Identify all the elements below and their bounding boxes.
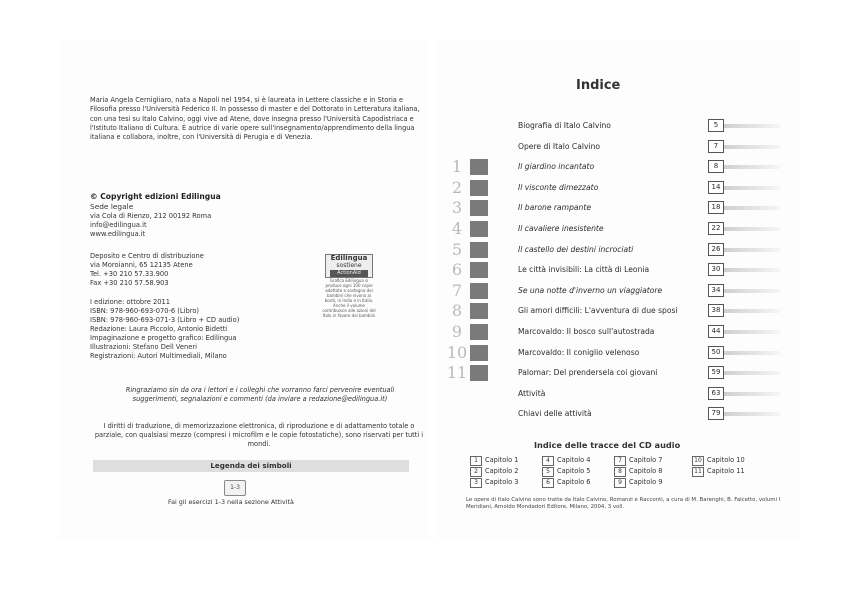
toc-page-number: 34 — [708, 284, 724, 297]
copyright-line: www.edilingua.it — [90, 230, 146, 238]
toc-leader — [724, 309, 780, 313]
cd-track — [614, 456, 662, 466]
toc-entry[interactable] — [436, 219, 800, 239]
toc-label: Attività — [518, 388, 546, 398]
edition-line: Redazione: Laura Piccolo, Antonio Bidetti — [90, 325, 228, 333]
track-label: Capitolo 9 — [629, 478, 663, 486]
track-number: 5 — [542, 467, 554, 477]
toc-entry[interactable] — [436, 137, 800, 157]
track-number: 8 — [614, 467, 626, 477]
legend-title: Legenda dei simboli — [93, 460, 409, 472]
copyright-line: Sede legale — [90, 202, 134, 211]
track-number: 6 — [542, 478, 554, 488]
cd-track — [692, 456, 745, 466]
right-page — [436, 40, 800, 540]
toc-leader — [724, 392, 780, 396]
track-label: Capitolo 10 — [707, 456, 745, 464]
chapter-thumbnail — [470, 365, 488, 381]
chapter-thumbnail — [470, 200, 488, 216]
toc-leader — [724, 289, 780, 293]
toc-label: Le città invisibili: La città di Leonia — [518, 265, 650, 275]
chapter-number: 5 — [451, 239, 463, 259]
toc-label: Il visconte dimezzato — [518, 182, 599, 192]
track-label: Capitolo 3 — [485, 478, 519, 486]
toc-page-number: 26 — [708, 243, 724, 256]
track-number: 3 — [470, 478, 482, 488]
logo-tag: sostiene — [336, 262, 362, 269]
copyright-line: via Cola di Rienzo, 212 00192 Roma — [90, 212, 212, 220]
toc-label: Biografia di Italo Calvino — [518, 121, 611, 130]
legend-text: Fai gli esercizi 1-3 nella sezione Attività — [168, 498, 294, 506]
cd-track — [470, 467, 518, 477]
toc-page-number: 30 — [708, 263, 724, 276]
chapter-thumbnail — [470, 262, 488, 278]
cd-track — [614, 467, 662, 477]
chapter-thumbnail — [470, 221, 488, 237]
track-label: Capitolo 4 — [557, 456, 591, 464]
edition-line: Impaginazione e progetto grafico: Edilingua — [90, 334, 237, 342]
copyright-line: info@edilingua.it — [90, 221, 147, 229]
toc-entry[interactable] — [436, 260, 800, 280]
chapter-thumbnail — [470, 303, 488, 319]
logo-note: Grafica Edilingua si produce ogni 100 copie adottate a sostegno dei bambini che vivono ai bordi, in India e in Italia. Anche il volume contribuisce alle azioni del Italo in favore dei bambini — [322, 278, 376, 318]
cd-source-note: Le opere di Italo Calvino sono tratte da Italo Calvino, Romanzi e Racconti, a cura di M. Barenghi, B. Falcetto, volumi I Meridiani, Arnoldo Mondadori Editore, Milano, 2004, 3 voll. — [466, 497, 781, 511]
toc-page-number: 7 — [708, 140, 724, 153]
toc-entry[interactable] — [436, 322, 800, 342]
toc-entry[interactable] — [436, 363, 800, 383]
toc-label: Chiavi delle attività — [518, 409, 592, 419]
toc-label: Se una notte d'inverno un viaggiatore — [518, 285, 663, 295]
toc-page-number: 14 — [708, 181, 724, 194]
rights-note: I diritti di traduzione, di memorizzazione elettronica, di riproduzione e di adattamento totale o parziale, con qualsiasi mezzo (compresi i microfilm e le copie fotostatiche), sono riservati per tutti i mondi. — [94, 422, 424, 448]
chapter-number: 11 — [446, 363, 468, 383]
thanks-note: Ringraziamo sin da ora i lettori e i colleghi che vorranno farci pervenire eventuali suggerimenti, segnalazioni e commenti (da inviare a redazione@edilingua.it) — [125, 386, 395, 403]
toc-leader — [724, 145, 780, 149]
toc-leader — [724, 206, 780, 210]
toc-leader — [724, 186, 780, 190]
track-label: Capitolo 1 — [485, 456, 519, 464]
toc-leader — [724, 351, 780, 355]
distribution-line: Fax +30 210 57.58.903 — [90, 279, 169, 287]
toc-entry[interactable] — [436, 343, 800, 363]
chapter-thumbnail — [470, 324, 488, 340]
toc-entry[interactable] — [436, 157, 800, 177]
track-label: Capitolo 8 — [629, 467, 663, 475]
cd-index-title: Indice delle tracce del CD audio — [534, 440, 681, 450]
toc-entry[interactable] — [436, 198, 800, 218]
track-number: 7 — [614, 456, 626, 466]
edition-line: ISBN: 978-960-693-070-6 (Libro) — [90, 307, 200, 315]
toc-page-number: 18 — [708, 201, 724, 214]
toc-page-number: 5 — [708, 119, 724, 132]
chapter-number: 4 — [451, 219, 463, 238]
toc-page-number: 59 — [708, 366, 724, 379]
cd-track — [614, 478, 662, 488]
track-number: 4 — [542, 456, 554, 466]
chapter-thumbnail — [470, 242, 488, 258]
toc-leader — [724, 371, 780, 375]
distribution-line: via Moroianni, 65 12135 Atene — [90, 261, 193, 269]
track-number: 2 — [470, 467, 482, 477]
chapter-number: 8 — [451, 301, 463, 321]
chapter-number: 7 — [451, 280, 463, 300]
toc-entry[interactable] — [436, 384, 800, 404]
toc-leader — [724, 227, 780, 231]
toc-page-number: 44 — [708, 325, 724, 338]
toc-label: Marcovaldo: Il coniglio velenoso — [518, 347, 640, 357]
toc-entry[interactable] — [436, 301, 800, 321]
chapter-thumbnail — [470, 159, 488, 175]
edition-line: ISBN: 978-960-693-071-3 (Libro + CD audio) — [90, 316, 240, 324]
toc-leader — [724, 124, 780, 128]
logo-sub: ActionAid — [330, 270, 368, 277]
chapter-number: 10 — [446, 342, 468, 362]
toc-label: Il cavaliere inesistente — [518, 224, 604, 233]
toc-leader — [724, 268, 780, 272]
toc-page-number: 8 — [708, 160, 724, 173]
chapter-number: 6 — [451, 260, 463, 280]
toc-entry[interactable] — [436, 281, 800, 301]
edition-line: I edizione: ottobre 2011 — [90, 298, 171, 306]
toc-leader — [724, 165, 780, 169]
edition-block — [90, 298, 239, 361]
toc-page-number: 38 — [708, 304, 724, 317]
chapter-thumbnail — [470, 283, 488, 299]
toc-label: Gli amori difficili: L'avventura di due sposi — [518, 306, 678, 316]
distribution-line: Tel. +30 210 57.33.900 — [90, 270, 169, 278]
toc-entry[interactable] — [436, 116, 800, 136]
toc-leader — [724, 412, 780, 416]
toc-label: Il barone rampante — [518, 203, 592, 213]
copyright-block — [90, 202, 211, 239]
toc-entry[interactable] — [436, 178, 800, 198]
edition-line: Registrazioni: Autori Multimediali, Milano — [90, 352, 227, 360]
toc-label: Palomar: Del prendersela coi giovani — [518, 368, 658, 378]
track-number: 9 — [614, 478, 626, 488]
chapter-number: 3 — [451, 198, 463, 218]
track-label: Capitolo 2 — [485, 467, 519, 475]
distribution-line: Deposito e Centro di distribuzione — [90, 252, 204, 260]
cd-track — [470, 478, 518, 488]
chapter-number: 1 — [451, 157, 463, 177]
toc-page-number: 63 — [708, 387, 724, 400]
copyright-title: © Copyright edizioni Edilingua — [90, 192, 221, 201]
chapter-thumbnail — [470, 180, 488, 196]
toc-entry[interactable] — [436, 240, 800, 260]
track-number: 11 — [692, 467, 704, 477]
table-of-contents — [436, 116, 800, 436]
cd-track — [542, 467, 590, 477]
toc-page-number: 79 — [708, 407, 724, 420]
page-title: Indice — [576, 78, 621, 93]
distribution-block — [90, 252, 204, 288]
track-label: Capitolo 5 — [557, 467, 591, 475]
track-number: 1 — [470, 456, 482, 466]
toc-label: Il giardino incantato — [518, 162, 595, 172]
toc-leader — [724, 330, 780, 334]
edition-line: Illustrazioni: Stefano Dell Veneri — [90, 343, 197, 351]
toc-page-number: 22 — [708, 222, 724, 235]
track-label: Capitolo 7 — [629, 456, 663, 464]
cd-track — [542, 456, 590, 466]
track-label: Capitolo 6 — [557, 478, 591, 486]
toc-entry[interactable] — [436, 404, 800, 424]
cd-track — [542, 478, 590, 488]
cd-track-list — [470, 456, 790, 490]
toc-label: Il castello dei destini incrociati — [518, 244, 634, 254]
track-label: Capitolo 11 — [707, 467, 745, 475]
track-number: 10 — [692, 456, 704, 466]
logo-brand: Edilingua — [330, 254, 368, 262]
cd-track — [692, 467, 745, 477]
edilingua-logo — [325, 254, 373, 278]
left-page — [58, 40, 430, 540]
toc-label: Marcovaldo: Il bosco sull'autostrada — [518, 327, 655, 336]
chapter-thumbnail — [470, 345, 488, 361]
exercise-icon: 1-3 — [224, 480, 246, 496]
cd-track — [470, 456, 518, 466]
toc-page-number: 50 — [708, 346, 724, 359]
chapter-number: 9 — [451, 322, 463, 341]
toc-label: Opere di Italo Calvino — [518, 141, 601, 151]
chapter-number: 2 — [451, 177, 463, 197]
toc-leader — [724, 248, 780, 252]
author-bio: Maria Angela Cernigliaro, nata a Napoli nel 1954, si è laureata in Lettere classiche e in Storia e Filosofia presso l'Università Federico II. In possesso di master e del Dottorato in Letteratura italiana, con una tesi su Italo Calvino, oggi vive ad Atene, dove insegna presso l'Università Capodistriaca e l'Istituto Italiano di Cultura. È autrice di varie opere sull'insegnamento/apprendimento della lingua italiana e collabora, inoltre, con l'Università di Perugia e di Venezia. — [90, 96, 420, 142]
